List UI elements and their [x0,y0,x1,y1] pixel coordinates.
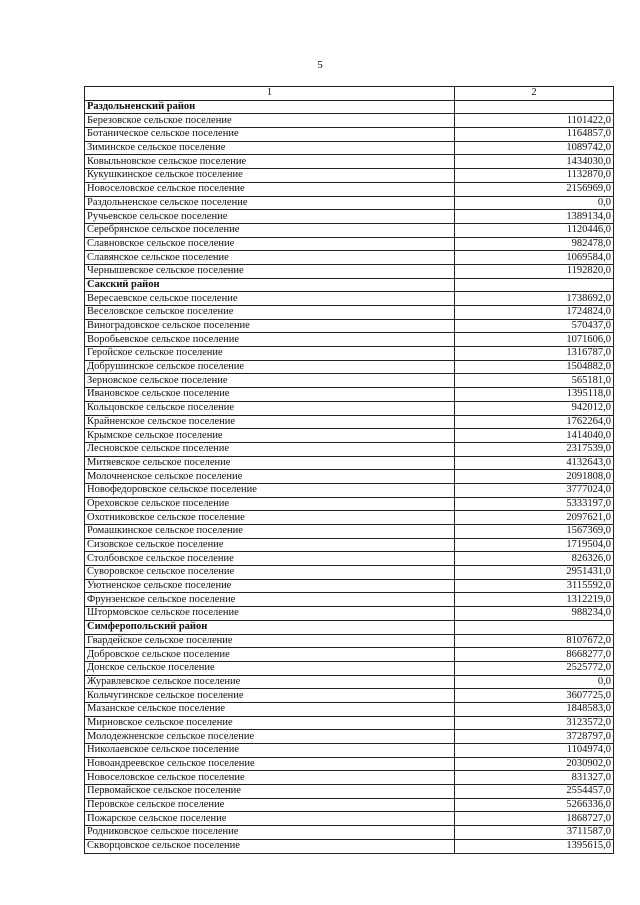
table-row [85,223,614,237]
settlement-value: 1868727,0 [455,812,614,826]
settlement-value: 1567369,0 [455,525,614,539]
settlement-name: Крайненское сельское поселение [85,415,455,429]
settlement-value: 0,0 [455,196,614,210]
settlement-name: Добрушинское сельское поселение [85,360,455,374]
settlement-value: 1762264,0 [455,415,614,429]
table-row [85,155,614,169]
settlement-value: 3777024,0 [455,483,614,497]
settlement-value: 1395118,0 [455,388,614,402]
table-row [85,525,614,539]
settlement-value: 570437,0 [455,319,614,333]
table-row [85,347,614,361]
settlement-name: Пожарское сельское поселение [85,812,455,826]
settlement-name: Славянское сельское поселение [85,251,455,265]
table-row [85,826,614,840]
settlement-value: 1414040,0 [455,429,614,443]
column-header-row [85,87,614,101]
settlement-name: Родниковское сельское поселение [85,826,455,840]
table-body [85,87,614,854]
settlement-name: Кольчугинское сельское поселение [85,689,455,703]
table-row [85,538,614,552]
table-row [85,607,614,621]
settlement-name: Гвардейское сельское поселение [85,634,455,648]
settlement-name: Ореховское сельское поселение [85,497,455,511]
settlement-value: 1389134,0 [455,210,614,224]
settlement-name: Серебрянское сельское поселение [85,223,455,237]
district-title: Сакский район [85,278,455,292]
settlement-name: Раздольненское сельское поселение [85,196,455,210]
settlement-value: 982478,0 [455,237,614,251]
settlement-value: 5333197,0 [455,497,614,511]
table-row [85,675,614,689]
table-row [85,292,614,306]
settlement-value: 826326,0 [455,552,614,566]
district-row [85,278,614,292]
settlement-name: Первомайское сельское поселение [85,785,455,799]
settlement-value: 1312219,0 [455,593,614,607]
settlement-name: Охотниковское сельское поселение [85,511,455,525]
table-row [85,415,614,429]
table-row [85,812,614,826]
settlement-value: 1071606,0 [455,333,614,347]
column-header-value: 2 [455,87,614,101]
settlement-name: Воробьевское сельское поселение [85,333,455,347]
settlement-name: Суворовское сельское поселение [85,566,455,580]
table-row [85,251,614,265]
settlement-value: 2525772,0 [455,661,614,675]
settlement-value: 988234,0 [455,607,614,621]
settlement-value: 1104974,0 [455,744,614,758]
settlement-name: Крымское сельское поселение [85,429,455,443]
settlement-value: 3123572,0 [455,716,614,730]
settlement-name: Молодежненское сельское поселение [85,730,455,744]
settlement-name: Ботаническое сельское поселение [85,128,455,142]
settlement-value: 942012,0 [455,401,614,415]
settlement-value: 2317539,0 [455,442,614,456]
district-value-empty [455,278,614,292]
settlement-name: Мазанское сельское поселение [85,702,455,716]
table-row [85,442,614,456]
district-title: Симферопольский район [85,620,455,634]
table-row [85,456,614,470]
settlement-name: Новофедоровское сельское поселение [85,483,455,497]
settlement-name: Добровское сельское поселение [85,648,455,662]
table-row [85,196,614,210]
table-row [85,798,614,812]
settlement-value: 565181,0 [455,374,614,388]
table-row [85,634,614,648]
settlement-value: 1164857,0 [455,128,614,142]
settlement-name: Новоселовское сельское поселение [85,771,455,785]
settlement-value: 2091808,0 [455,470,614,484]
table-row [85,552,614,566]
settlement-name: Новоандреевское сельское поселение [85,757,455,771]
table-row [85,702,614,716]
table-row [85,210,614,224]
settlement-name: Зерновское сельское поселение [85,374,455,388]
table-row [85,333,614,347]
settlement-value: 2156969,0 [455,182,614,196]
table-row [85,141,614,155]
settlement-name: Лесновское сельское поселение [85,442,455,456]
table-row [85,429,614,443]
settlement-name: Виноградовское сельское поселение [85,319,455,333]
table-row [85,319,614,333]
settlement-value: 3728797,0 [455,730,614,744]
settlement-value: 3711587,0 [455,826,614,840]
table-row [85,388,614,402]
settlement-name: Новоселовское сельское поселение [85,182,455,196]
settlement-name: Перовское сельское поселение [85,798,455,812]
settlement-name: Митяевское сельское поселение [85,456,455,470]
settlement-value: 4132643,0 [455,456,614,470]
table-row [85,566,614,580]
table-row [85,182,614,196]
table-row [85,401,614,415]
table-row [85,661,614,675]
settlement-name: Зиминское сельское поселение [85,141,455,155]
table-row [85,511,614,525]
district-title: Раздольненский район [85,100,455,114]
settlement-value: 1089742,0 [455,141,614,155]
table-row [85,114,614,128]
settlement-name: Ковыльновское сельское поселение [85,155,455,169]
settlement-value: 8107672,0 [455,634,614,648]
settlement-value: 2097621,0 [455,511,614,525]
table-row [85,579,614,593]
settlement-value: 1101422,0 [455,114,614,128]
settlement-name: Ручьевское сельское поселение [85,210,455,224]
table-row [85,470,614,484]
settlement-name: Вересаевское сельское поселение [85,292,455,306]
district-value-empty [455,100,614,114]
settlement-name: Молочненское сельское поселение [85,470,455,484]
settlement-name: Журавлевское сельское поселение [85,675,455,689]
table-row [85,757,614,771]
settlement-value: 1395615,0 [455,839,614,853]
district-value-empty [455,620,614,634]
settlement-value: 1316787,0 [455,347,614,361]
settlement-name: Славновское сельское поселение [85,237,455,251]
settlement-value: 2951431,0 [455,566,614,580]
settlement-value: 2554457,0 [455,785,614,799]
settlement-value: 1738692,0 [455,292,614,306]
table-row [85,730,614,744]
settlement-name: Кукушкинское сельское поселение [85,169,455,183]
settlement-value: 1848583,0 [455,702,614,716]
settlement-name: Штормовское сельское поселение [85,607,455,621]
settlement-name: Столбовское сельское поселение [85,552,455,566]
settlement-name: Чернышевское сельское поселение [85,264,455,278]
settlement-name: Веселовское сельское поселение [85,306,455,320]
table-row [85,360,614,374]
district-row [85,100,614,114]
settlement-value: 3607725,0 [455,689,614,703]
table-row [85,306,614,320]
settlement-value: 1132870,0 [455,169,614,183]
settlement-value: 0,0 [455,675,614,689]
table-row [85,716,614,730]
settlement-value: 1719504,0 [455,538,614,552]
settlement-name: Уютненское сельское поселение [85,579,455,593]
settlement-name: Фрунзенское сельское поселение [85,593,455,607]
settlement-value: 3115592,0 [455,579,614,593]
table-row [85,169,614,183]
settlement-value: 1069584,0 [455,251,614,265]
settlement-name: Мирновское сельское поселение [85,716,455,730]
settlement-name: Донское сельское поселение [85,661,455,675]
table-row [85,648,614,662]
table-row [85,497,614,511]
table-row [85,237,614,251]
table-row [85,771,614,785]
settlements-table [84,86,614,854]
page-number: 5 [317,59,323,71]
table-row [85,593,614,607]
table-row [85,785,614,799]
settlement-value: 5266336,0 [455,798,614,812]
table-row [85,264,614,278]
table-row [85,744,614,758]
settlement-value: 831327,0 [455,771,614,785]
table-row [85,839,614,853]
settlement-name: Сизовское сельское поселение [85,538,455,552]
settlement-name: Геройское сельское поселение [85,347,455,361]
table-row [85,483,614,497]
settlement-value: 2030902,0 [455,757,614,771]
table-row [85,689,614,703]
settlement-value: 8668277,0 [455,648,614,662]
table-row [85,128,614,142]
settlement-name: Николаевское сельское поселение [85,744,455,758]
settlement-value: 1120446,0 [455,223,614,237]
column-header-name: 1 [85,87,455,101]
settlement-name: Кольцовское сельское поселение [85,401,455,415]
settlement-name: Скворцовское сельское поселение [85,839,455,853]
settlement-value: 1504882,0 [455,360,614,374]
settlement-value: 1434030,0 [455,155,614,169]
district-row [85,620,614,634]
settlement-value: 1724824,0 [455,306,614,320]
settlement-name: Ивановское сельское поселение [85,388,455,402]
settlement-name: Березовское сельское поселение [85,114,455,128]
table-row [85,374,614,388]
settlement-value: 1192820,0 [455,264,614,278]
settlement-name: Ромашкинское сельское поселение [85,525,455,539]
